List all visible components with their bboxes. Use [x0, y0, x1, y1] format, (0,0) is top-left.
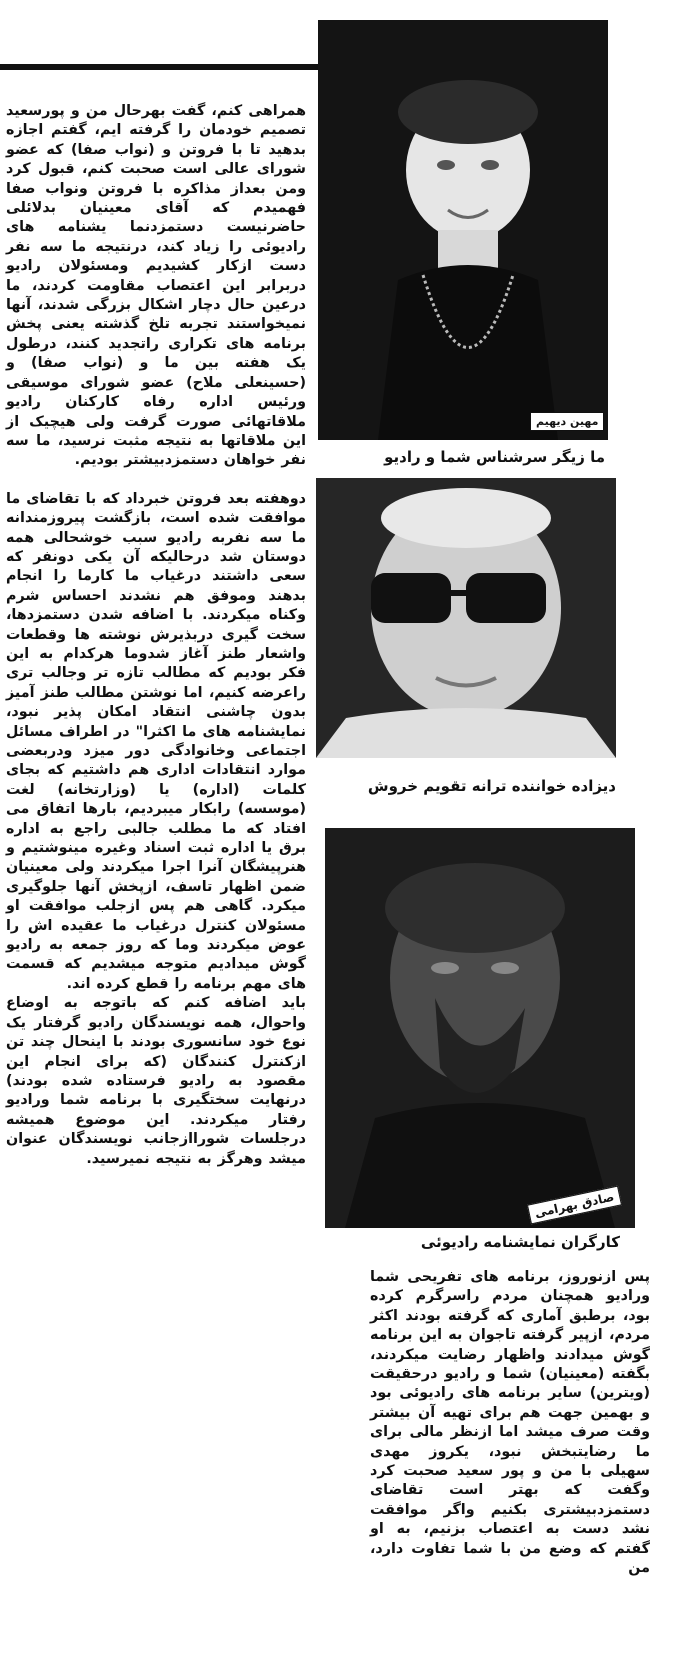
text-column-right: [370, 1268, 650, 1579]
portrait-man-glasses-image: [316, 478, 616, 758]
paragraph: پس ازنوروز، برنامه های تفریحی شما ورادیو همچنان مردم راسرگرم کرده بود، برطبق آماری که گرفته بودند اکثر مردم، ازپیر گرفته تاجوان به این برنامه گوش میدادند واظهار رضایت میکردند، بگفته (معینیان) شما و رادیو درحقیقت (ویترین) سایر برنامه های رادیوئی بود و بهمین جهت هم برای تهیه آن بیشتر وقت صرف میشد اما ازنظر مالی برای ما رضایتبخش نبود، یکروز مهدی سهیلی با من و پور سعید صحبت کرد وگفت که بهتر است تقاضای دستمزدبیشتری بکنیم واگر موافقت نشد دست به اعتصاب بزنیم، به او گفتم که وضع من با شما تفاوت دارد، من: [370, 1269, 650, 1577]
portrait-man-dark-image: [325, 828, 635, 1228]
paragraph: باید اضافه کنم که باتوجه به اوضاع واحوال، همه نویسندگان رادیو گرفتار یک نوع خود سانسوری بودند با اینحال چند تن ازکنترل کنندگان (که برای انجام این مقصود به رادیو فرستاده شده بودند) درنهایت سختگیری با برنامه شما ورادیو رفتار میکردند. این موضوع همیشه درجلسات شوراازجانب نویسندگان عنوان میشد وهرگز به نتیجه نمیرسید.: [6, 995, 306, 1167]
portrait-photo-man-glasses: [316, 478, 616, 758]
photo-caption: کارگران نمایشنامه رادیوئی: [420, 1233, 620, 1251]
portrait-woman-image: [318, 20, 608, 440]
photo-name-tag: مهین دیهیم: [530, 412, 604, 431]
paragraph: دوهفته بعد فروتن خبرداد که با تقاضای ما موافقت شده است، بازگشت پیروزمندانه ما سه نفربه رادیو سبب خوشحالی همه دوستان شد درحالیکه آن یکی دونفر که سعی داشتند درغیاب ما کارما را انجام بدهند وموفق هم نشدند احساس شرم وکناه میکردند. با اضافه شدن دستمزدها، سخت گیری دربذیرش نوشته ها وقطعات واشعار طنز آغاز شدوما هرکدام به این فکر بودیم که مطالب تازه تر وجالب تری راعرضه کنیم، اما نوشتن مطالب طنز آمیز بدون چاشنی انتقاد امکان پذیر نبود، نمایشنامه های ما اکثرا" در اطراف مسائل اجتماعی وخانوادگی دور میزد ودربعضی موارد انتقادات اداری هم داشتیم که بجای کلمات (اداره) یا (وزارتخانه) لغت (موسسه) رابکار میبردیم، بارها اتفاق می افتاد که ما مطلب جالبی راجع به اداره برق یا اداره ثبت اسناد وغیره مینوشتیم و هنرپیشگان آنرا اجرا میکردند ولی معینیان ضمن اظهار تاسف، ازپخش آنها جلوگیری میکرد. گاهی هم پس ازجلب موافقت او مسئولان کنترل درغیاب ما عقیده اش را عوض میکردند وما که روز جمعه به رادیو گوش میدادیم متوجه میشدیم که قسمت های مهم برنامه را قطع کرده اند.: [6, 490, 306, 992]
portrait-photo-man-dark: [325, 828, 635, 1228]
photo-name-tag: صادق بهرامی: [527, 1186, 622, 1225]
top-rule: [0, 64, 318, 70]
text-column-left: [6, 102, 306, 1169]
photo-caption: ما زیگر سرشناس شما و رادیو: [384, 448, 605, 466]
paragraph: همراهی کنم، گفت بهرحال من و پورسعید تصمیم خودمان را گرفته ایم، گفتم اجازه بدهید تا با فروتن و (نواب صفا) که عضو شورای عالی است صحبت کنم، قبول کرد ومن بعداز مذاکره با فروتن ونواب صفا فهمیدم که آقای معینیان بدلائلی حاضرنیست دستمزدنما یشنامه های رادیوئی را زیاد کند، درنتیجه ما سه نفر دست ازکار کشیدیم ومسئولان رادیو دربرابر این اعتصاب مقاومت کردند، ما درعین حال دچار اشکال بزرگی شدند، آنها نمیخواستند تجربه تلخ گذشته یعنی پخش برنامه های تکراری راتجدید کنند، درطول یک هفته بین ما و (نواب صفا) و (حسینعلی ملاح) عضو شورای موسیقی ورئیس اداره رفاه کارکنان رادیو ملاقاتهائی صورت گرفت ولی هیچیک از این ملاقاتها به نتیجه مثبت نرسید، ما سه نفر خواهان دستمزدبیشتر بودیم.: [6, 103, 306, 469]
portrait-photo-woman: [318, 20, 608, 440]
photo-caption: دیزاده خواننده ترانه تقویم خروش: [367, 777, 616, 795]
